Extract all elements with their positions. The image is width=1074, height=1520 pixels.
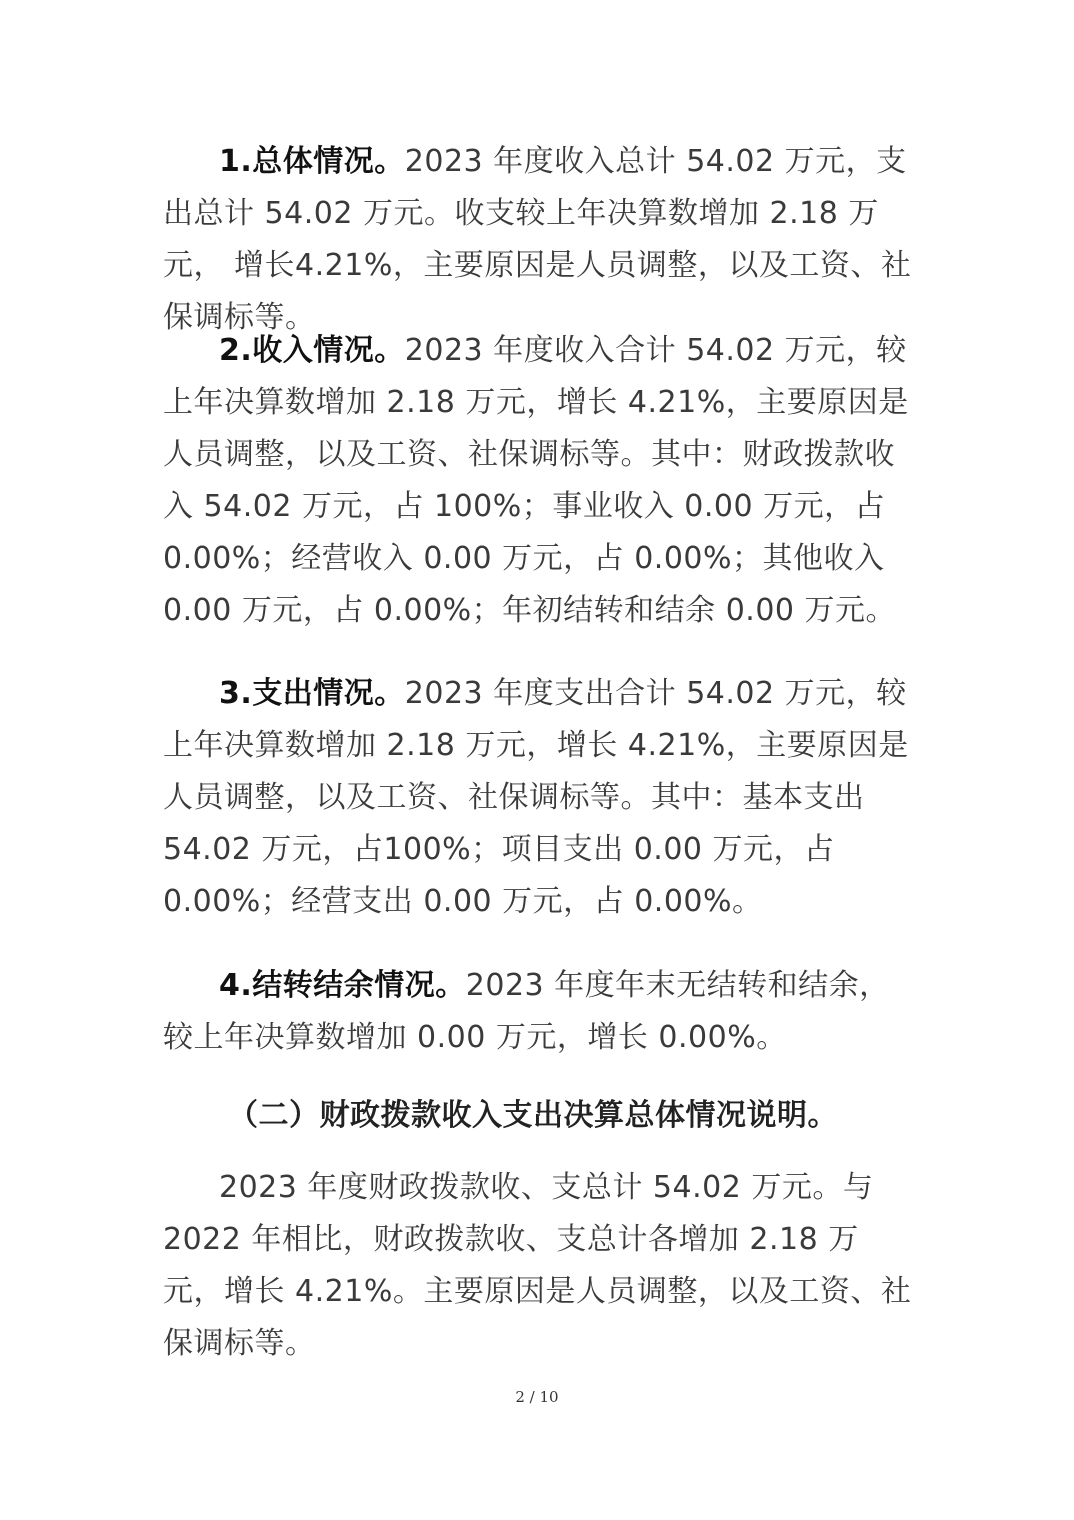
heading-expenditure: 3.支出情况。: [219, 676, 405, 711]
heading-overall: 1.总体情况。: [219, 144, 405, 179]
text-carryover: 2023 年度年末无结转和结余，较上年决算数增加 0.00 万元，增长 0.00%。: [163, 968, 890, 1055]
page-number: 2 / 10: [515, 1388, 559, 1406]
paragraph-expenditure: [163, 668, 913, 928]
paragraph-income: [163, 325, 913, 637]
heading-carryover: 4.结转结余情况。: [219, 968, 466, 1003]
paragraph-overall: [163, 136, 913, 344]
text-fiscal-summary: 2023 年度财政拨款收、支总计 54.02 万元。与 2022 年相比，财政拨款收、支总计各增加 2.18 万元，增长 4.21%。主要原因是人员调整，以及工资、社保调标等。: [163, 1170, 912, 1361]
text-expenditure: 2023 年度支出合计 54.02 万元，较上年决算数增加 2.18 万元，增长 4.21%，主要原因是人员调整，以及工资、社保调标等。其中：基本支出 54.02 万元，占100%；项目支出 0.00 万元，占 0.00%；经营支出 0.00 万元，占 0.00%。: [163, 676, 909, 919]
section-title: （二）财政拨款收入支出决算总体情况说明。: [228, 1098, 838, 1133]
paragraph-fiscal-summary: [163, 1162, 913, 1370]
text-income: 2023 年度收入合计 54.02 万元，较上年决算数增加 2.18 万元，增长 4.21%，主要原因是人员调整，以及工资、社保调标等。其中：财政拨款收入 54.02 万元，占 100%；事业收入 0.00 万元，占 0.00%；经营收入 0.00 万元，占 0.00%；其他收入 0.00 万元，占 0.00%；年初结转和结余 0.00 万元。: [163, 333, 909, 628]
paragraph-carryover: [163, 960, 913, 1064]
text-overall: 2023 年度收入总计 54.02 万元，支出总计 54.02 万元。收支较上年决算数增加 2.18 万元， 增长4.21%，主要原因是人员调整，以及工资、社保调标等。: [163, 144, 912, 335]
heading-income: 2.收入情况。: [219, 333, 405, 368]
